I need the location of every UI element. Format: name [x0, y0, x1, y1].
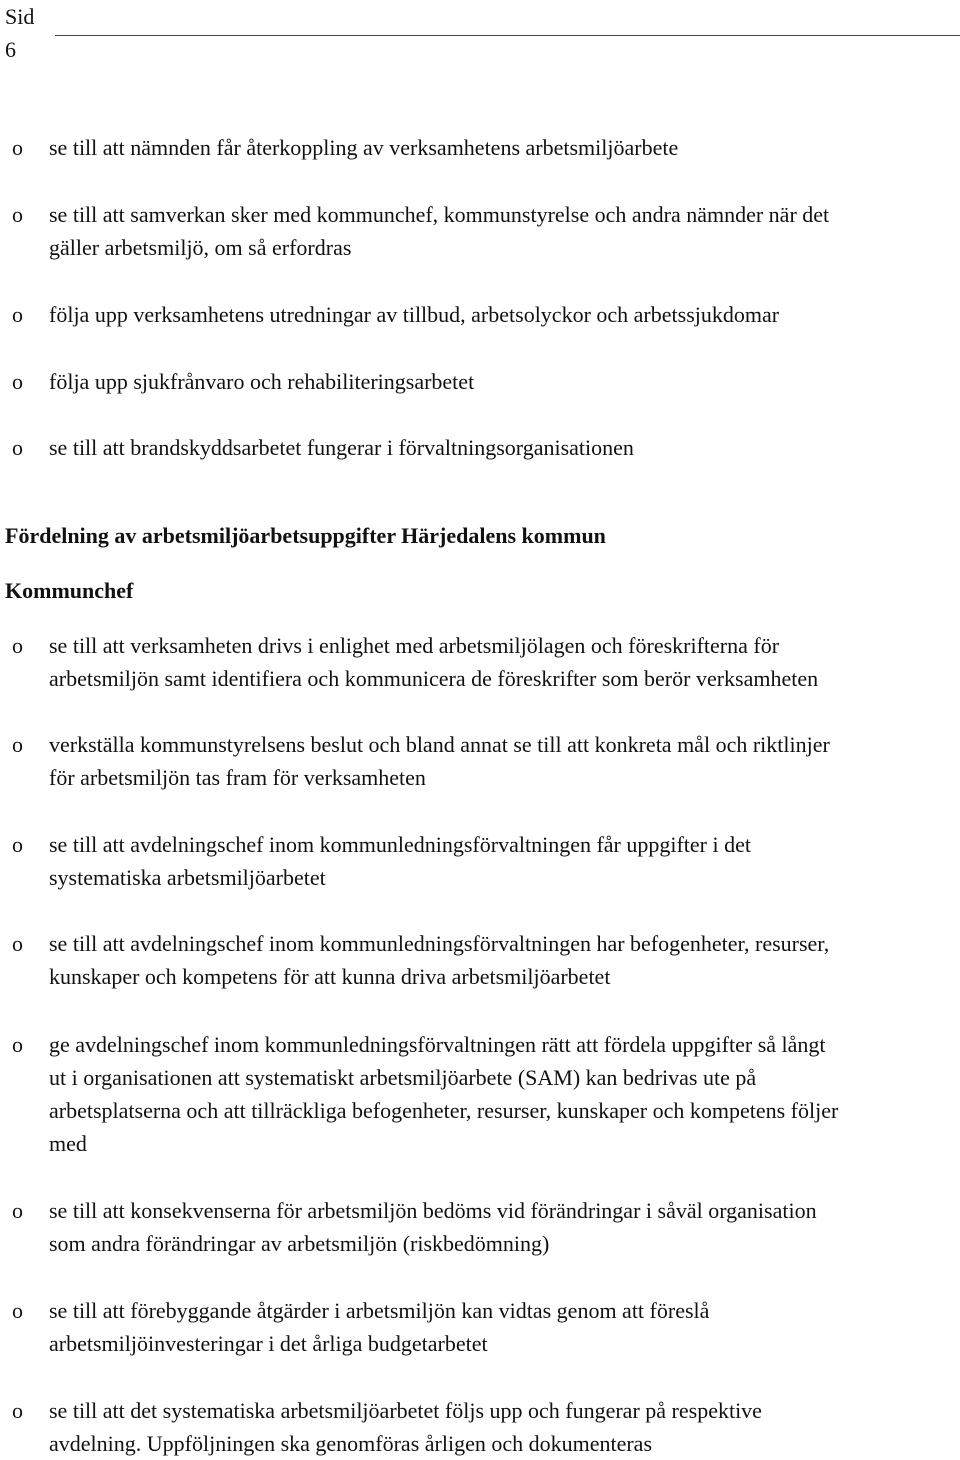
list-item-text: som andra förändringar av arbetsmiljön (riskbedömning): [49, 1231, 550, 1256]
list-item-text: för arbetsmiljön tas fram för verksamheten: [49, 765, 426, 790]
bullet-marker: o: [12, 1398, 23, 1423]
page-number-block: [5, 0, 34, 66]
list-item-text: avdelning. Uppföljningen ska genomföras årligen och dokumenteras: [49, 1431, 653, 1456]
bullet-marker: o: [12, 302, 23, 327]
list-item-text: verkställa kommunstyrelsens beslut och bland annat se till att konkreta mål och riktlinjer: [49, 732, 830, 757]
bullet-marker: o: [12, 1032, 23, 1057]
list-item-text: se till att brandskyddsarbetet fungerar i förvaltningsorganisationen: [49, 435, 634, 460]
bullet-marker: o: [12, 732, 23, 757]
list-item-text: följa upp sjukfrånvaro och rehabiliteringsarbetet: [49, 369, 475, 394]
bullet-marker: o: [12, 931, 23, 956]
list-item-text: arbetsmiljöinvesteringar i det årliga budgetarbetet: [49, 1331, 488, 1356]
bullet-marker: o: [12, 202, 23, 227]
list-item-text: följa upp verksamhetens utredningar av tillbud, arbetsolyckor och arbetssjukdomar: [49, 302, 780, 327]
list-item-text: systematiska arbetsmiljöarbetet: [49, 865, 326, 890]
list-item-text: se till att förebyggande åtgärder i arbetsmiljön kan vidtas genom att föreslå: [49, 1298, 710, 1323]
section-title: Fördelning av arbetsmiljöarbetsuppgifter Härjedalens kommun: [5, 523, 606, 548]
page-number: 6: [5, 37, 16, 62]
bullet-marker: o: [12, 832, 23, 857]
list-item-text: kunskaper och kompetens för att kunna driva arbetsmiljöarbetet: [49, 964, 611, 989]
list-item-text: med: [49, 1131, 87, 1156]
bullet-marker: o: [12, 1198, 23, 1223]
list-item-text: se till att avdelningschef inom kommunledningsförvaltningen har befogenheter, resurser,: [49, 931, 830, 956]
section-subtitle: Kommunchef: [5, 578, 134, 603]
list-item-text: se till att verksamheten drivs i enlighet med arbetsmiljölagen och föreskrifterna för: [49, 633, 780, 658]
list-item-text: se till att det systematiska arbetsmiljöarbetet följs upp och fungerar på respektive: [49, 1398, 762, 1423]
bullet-marker: o: [12, 369, 23, 394]
list-item-text: gäller arbetsmiljö, om så erfordras: [49, 235, 352, 260]
list-item-text: arbetsplatserna och att tillräckliga befogenheter, resurser, kunskaper och kompetens följer: [49, 1098, 839, 1123]
header-divider: [55, 35, 960, 36]
bullet-marker: o: [12, 435, 23, 460]
list-item-text: se till att nämnden får återkoppling av verksamhetens arbetsmiljöarbete: [49, 135, 679, 160]
list-item-text: ut i organisationen att systematiskt arbetsmiljöarbete (SAM) kan bedrivas ute på: [49, 1065, 757, 1090]
list-item-text: se till att avdelningschef inom kommunledningsförvaltningen får uppgifter i det: [49, 832, 752, 857]
bullet-marker: o: [12, 135, 23, 160]
bullet-marker: o: [12, 1298, 23, 1323]
page-label: Sid: [5, 4, 35, 29]
list-item-text: ge avdelningschef inom kommunledningsförvaltningen rätt att fördela uppgifter så långt: [49, 1032, 826, 1057]
list-item-text: se till att samverkan sker med kommunchef, kommunstyrelse och andra nämnder när det: [49, 202, 830, 227]
bullet-marker: o: [12, 633, 23, 658]
list-item-text: se till att konsekvenserna för arbetsmiljön bedöms vid förändringar i såväl organisation: [49, 1198, 817, 1223]
list-item-text: arbetsmiljön samt identifiera och kommunicera de föreskrifter som berör verksamheten: [49, 666, 819, 691]
